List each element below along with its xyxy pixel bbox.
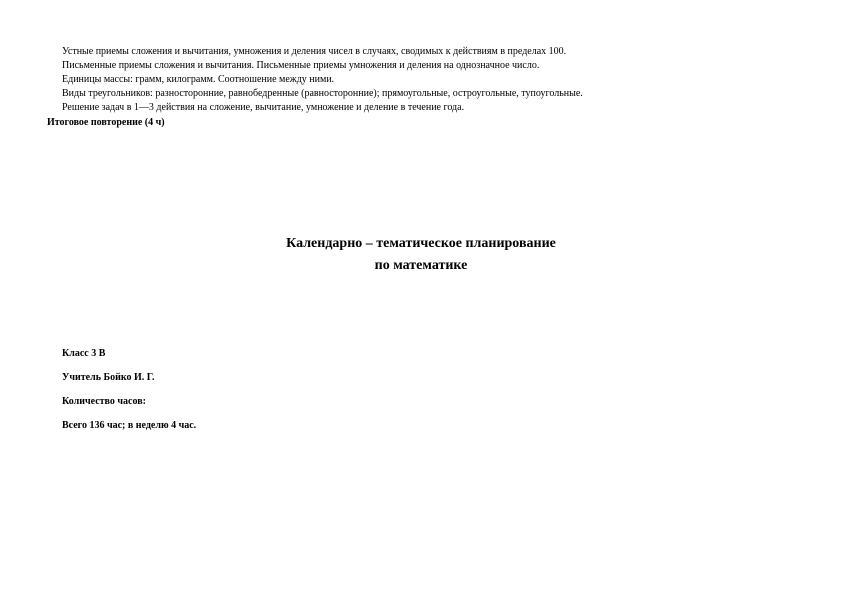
intro-topic-list <box>62 45 762 115</box>
class-info <box>62 347 196 443</box>
title-line-1: Календарно – тематическое планирование <box>286 236 556 251</box>
topic-line: Единицы массы: грамм, килограмм. Соотношение между ними. <box>62 74 335 85</box>
teacher-line: Учитель Бойко И. Г. <box>62 372 155 383</box>
topic-line: Решение задач в 1—3 действия на сложение, вычитание, умножение и деление в течение года. <box>62 102 465 113</box>
hours-label: Количество часов: <box>62 396 146 407</box>
title-line-2: по математике <box>374 258 468 273</box>
total-hours-line: Всего 136 час; в неделю 4 час. <box>62 420 197 431</box>
class-line: Класс 3 В <box>62 348 106 359</box>
topic-line: Устные приемы сложения и вычитания, умножения и деления чисел в случаях, сводимых к действиям в пределах 100. <box>62 46 567 57</box>
topic-line: Виды треугольников: разносторонние, равнобедренные (равносторонние); прямоугольные, остроугольные, тупоугольные. <box>62 88 583 99</box>
page-title <box>0 233 842 277</box>
topic-line: Письменные приемы сложения и вычитания. Письменные приемы умножения и деления на однозначное число. <box>62 60 540 71</box>
final-review-heading: Итоговое повторение (4 ч) <box>47 117 165 128</box>
